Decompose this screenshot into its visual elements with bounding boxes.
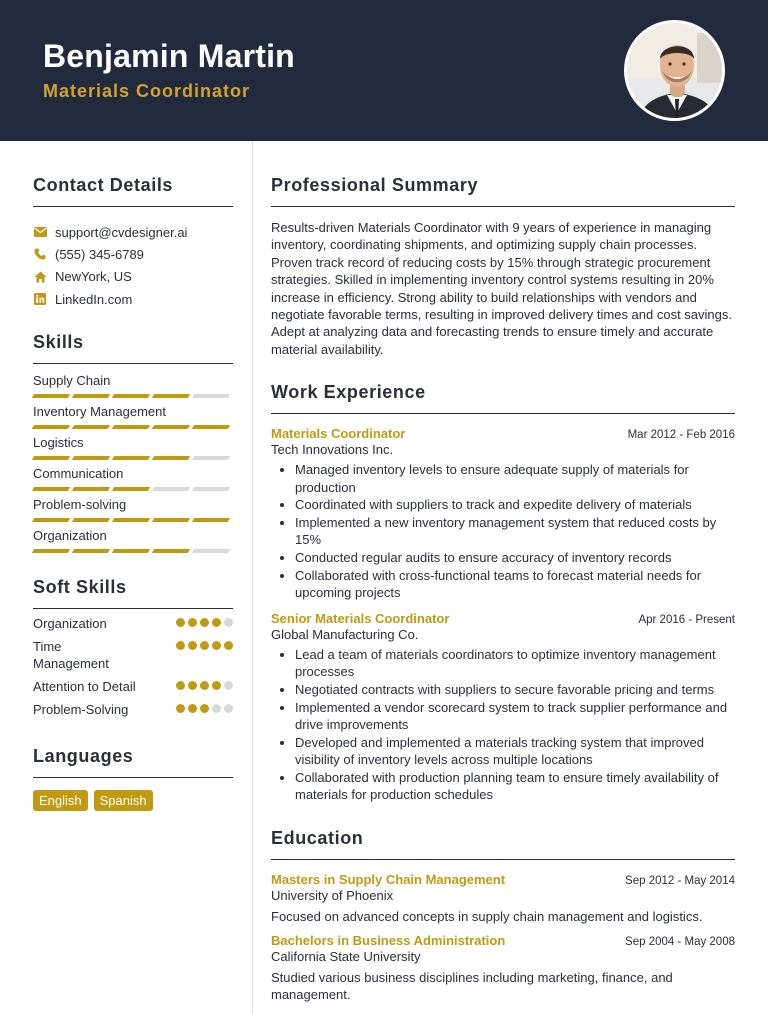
skill-label: Inventory Management	[33, 404, 166, 420]
soft-skill-item	[33, 615, 233, 632]
job-entry	[271, 611, 735, 804]
rating-dot	[212, 641, 221, 650]
contact-email[interactable]	[33, 221, 233, 243]
education-description: Focused on advanced concepts in supply chain management and logistics.	[271, 908, 703, 924]
rating-dot	[224, 618, 233, 627]
envelope-icon	[33, 225, 47, 239]
contact-location-text: NewYork, US	[55, 269, 132, 285]
rating-dot	[200, 681, 209, 690]
resume-header	[0, 0, 768, 141]
degree-title: Bachelors in Business Administration	[271, 932, 506, 948]
skill-bar-segment	[192, 518, 230, 522]
profile-photo	[624, 20, 725, 121]
soft-skill-rating	[176, 678, 233, 690]
education-dates: Sep 2012 - May 2014	[625, 874, 735, 887]
skill-bar-segment	[32, 394, 70, 398]
summary-heading: Professional Summary	[271, 175, 735, 207]
soft-skill-item	[33, 638, 233, 672]
skill-bar-segment	[192, 549, 230, 553]
skill-item	[33, 403, 233, 429]
skill-bar	[33, 456, 233, 460]
job-bullets	[271, 646, 735, 804]
skill-label: Supply Chain	[33, 373, 111, 389]
soft-skills-heading: Soft Skills	[33, 577, 233, 609]
education-entry	[271, 933, 735, 1004]
school-name: University of Phoenix	[271, 887, 394, 903]
rating-dot	[212, 704, 221, 713]
skill-item	[33, 465, 233, 491]
education-dates: Sep 2004 - May 2008	[625, 935, 735, 948]
skill-bar-segment	[192, 456, 230, 460]
skill-label: Communication	[33, 466, 124, 482]
skill-bar	[33, 487, 233, 491]
skill-bar-segment	[32, 487, 70, 491]
rating-dot	[188, 641, 197, 650]
skill-bar-segment	[112, 394, 150, 398]
skill-bar-segment	[72, 518, 110, 522]
contact-phone-text: (555) 345-6789	[55, 246, 144, 262]
job-bullet: • Negotiated contracts with suppliers to secure favorable pricing and terms	[295, 681, 735, 698]
soft-skill-item	[33, 678, 233, 695]
skill-bar	[33, 425, 233, 429]
job-bullet: • Collaborated with production planning team to ensure timely availability of materials for production schedules	[295, 769, 735, 804]
language-tags	[33, 790, 233, 811]
degree-title: Masters in Supply Chain Management	[271, 871, 506, 887]
soft-skill-label: Organization	[33, 616, 107, 632]
job-bullet: • Developed and implemented a materials tracking system that improved visibility of inventory levels across multiple locations	[295, 734, 735, 769]
rating-dot	[188, 681, 197, 690]
rating-dot	[224, 641, 233, 650]
rating-dot	[224, 704, 233, 713]
linkedin-icon	[33, 292, 47, 306]
rating-dot	[176, 681, 185, 690]
language-tag: English	[33, 790, 88, 811]
skill-item	[33, 372, 233, 398]
skill-bar-segment	[72, 425, 110, 429]
soft-skill-label: Problem-Solving	[33, 702, 129, 718]
skills-heading: Skills	[33, 332, 233, 364]
education-heading: Education	[271, 828, 735, 860]
portrait-image	[627, 23, 725, 121]
school-name: California State University	[271, 948, 421, 964]
job-bullet: • Collaborated with cross-functional teams to forecast material needs for upcoming projects	[295, 567, 735, 602]
job-dates: Apr 2016 - Present	[638, 613, 735, 626]
skill-bar-segment	[152, 425, 190, 429]
job-company: Global Manufacturing Co.	[271, 626, 419, 642]
right-column	[271, 141, 735, 1004]
skill-label: Organization	[33, 528, 107, 544]
rating-dot	[200, 704, 209, 713]
soft-skill-rating	[176, 638, 233, 650]
job-bullet: • Managed inventory levels to ensure adequate supply of materials for production	[295, 461, 735, 496]
skill-item	[33, 527, 233, 553]
language-tag: Spanish	[94, 790, 153, 811]
skill-bar-segment	[152, 487, 190, 491]
job-title: Senior Materials Coordinator	[271, 610, 450, 626]
skill-bar-segment	[112, 549, 150, 553]
left-column	[33, 141, 233, 811]
skill-bar-segment	[152, 549, 190, 553]
contact-location	[33, 266, 233, 288]
skill-bar-segment	[32, 549, 70, 553]
skill-bar-segment	[112, 518, 150, 522]
skill-bar-segment	[112, 456, 150, 460]
rating-dot	[212, 681, 221, 690]
phone-icon	[33, 247, 47, 261]
summary-text: Results-driven Materials Coordinator with 9 years of experience in managing inventory, coordinating shipments, and optimizing supply chain processes. Proven track record of reducing costs by 15% through strategic procurement strategies. Skilled in implementing inventory control systems resulting in 20% increase in efficiency. Strong ability to build relationships with vendors and negotiate favorable terms, resulting in improved delivery times and cost savings. Adept at analyzing data and forecasting trends to ensure timely and accurate material availability.	[271, 220, 732, 357]
soft-skill-rating	[176, 701, 233, 713]
job-bullet: • Conducted regular audits to ensure accuracy of inventory records	[295, 549, 735, 566]
rating-dot	[176, 641, 185, 650]
skill-item	[33, 496, 233, 522]
job-entry	[271, 426, 735, 601]
job-bullet: • Implemented a vendor scorecard system to track supplier performance and drive improvements	[295, 699, 735, 734]
rating-dot	[224, 681, 233, 690]
skill-bar-segment	[152, 394, 190, 398]
rating-dot	[212, 618, 221, 627]
candidate-title: Materials Coordinator	[43, 81, 251, 101]
skills-list	[33, 372, 233, 553]
skill-bar-segment	[72, 487, 110, 491]
home-icon	[33, 270, 47, 284]
skill-bar	[33, 549, 233, 553]
contact-linkedin[interactable]	[33, 288, 233, 310]
skill-bar-segment	[72, 456, 110, 460]
skill-bar-segment	[192, 487, 230, 491]
contact-linkedin-text: LinkedIn.com	[55, 291, 133, 307]
job-dates: Mar 2012 - Feb 2016	[627, 429, 735, 442]
skill-bar-segment	[152, 456, 190, 460]
job-company: Tech Innovations Inc.	[271, 442, 394, 458]
skill-label: Logistics	[33, 435, 84, 451]
skill-item	[33, 434, 233, 460]
skill-bar-segment	[112, 425, 150, 429]
job-bullet: • Implemented a new inventory management system that reduced costs by 15%	[295, 514, 735, 549]
skill-bar-segment	[192, 394, 230, 398]
rating-dot	[200, 618, 209, 627]
contact-list	[33, 221, 233, 310]
skill-bar-segment	[72, 394, 110, 398]
soft-skill-label: Time Management	[33, 639, 109, 672]
soft-skill-rating	[176, 615, 233, 627]
skill-label: Problem-solving	[33, 497, 127, 513]
languages-heading: Languages	[33, 746, 233, 778]
skill-bar-segment	[112, 487, 150, 491]
rating-dot	[200, 641, 209, 650]
job-bullet: • Coordinated with suppliers to track and expedite delivery of materials	[295, 496, 735, 513]
skill-bar	[33, 518, 233, 522]
skill-bar	[33, 394, 233, 398]
rating-dot	[188, 704, 197, 713]
experience-heading: Work Experience	[271, 382, 735, 414]
skill-bar-segment	[32, 518, 70, 522]
contact-heading: Contact Details	[33, 175, 233, 207]
skill-bar-segment	[192, 425, 230, 429]
skill-bar-segment	[32, 425, 70, 429]
column-divider	[252, 141, 253, 1014]
rating-dot	[176, 618, 185, 627]
skill-bar-segment	[32, 456, 70, 460]
education-description: Studied various business disciplines including marketing, finance, and management.	[271, 969, 673, 1003]
contact-email-text: support@cvdesigner.ai	[55, 224, 188, 240]
soft-skill-item	[33, 701, 233, 718]
skill-bar-segment	[152, 518, 190, 522]
education-entry	[271, 872, 735, 925]
job-bullet: • Lead a team of materials coordinators to optimize inventory management processes	[295, 646, 735, 681]
soft-skill-label: Attention to Detail	[33, 679, 136, 695]
rating-dot	[176, 704, 185, 713]
contact-phone[interactable]	[33, 243, 233, 265]
soft-skills-list	[33, 615, 233, 718]
job-bullets	[271, 461, 735, 601]
skill-bar-segment	[72, 549, 110, 553]
candidate-name: Benjamin Martin	[43, 38, 295, 74]
job-title: Materials Coordinator	[271, 426, 406, 442]
rating-dot	[188, 618, 197, 627]
